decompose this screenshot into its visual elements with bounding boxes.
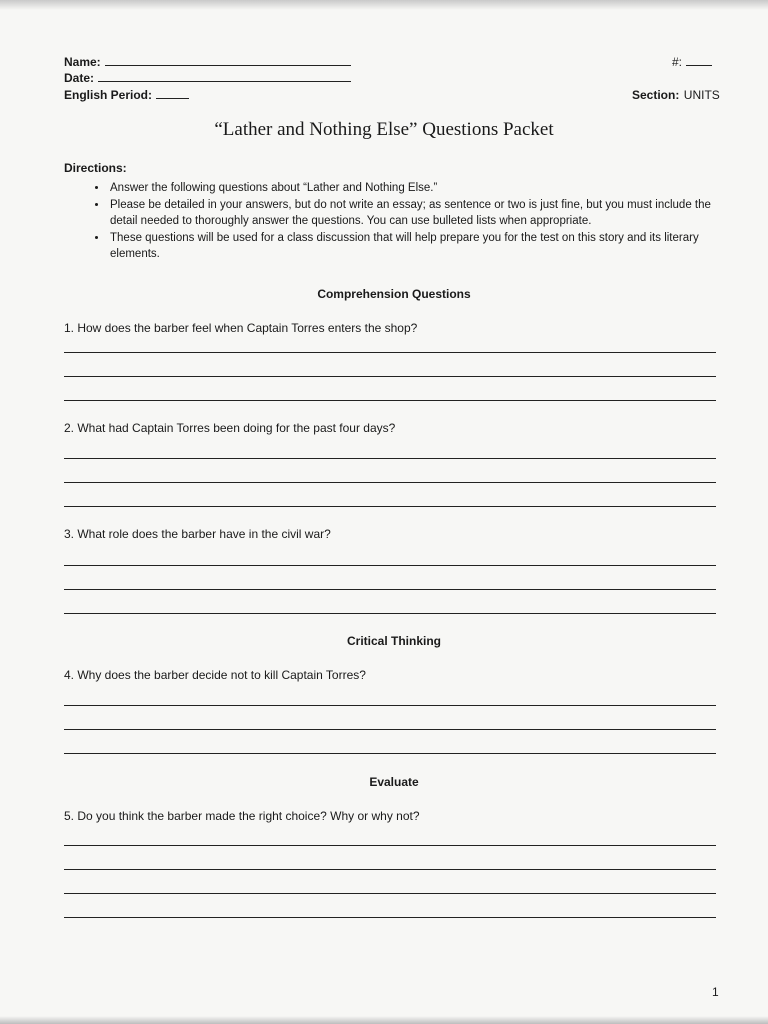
question-3: 3. What role does the barber have in the civil war?	[64, 527, 331, 541]
section-field	[632, 86, 720, 104]
answer-line[interactable]	[64, 869, 716, 870]
number-label: #:	[672, 55, 683, 69]
direction-item: • These questions will be used for a class discussion that will help prepare you for the test on this story and its literary elements.	[108, 230, 724, 262]
question-2: 2. What had Captain Torres been doing for the past four days?	[64, 421, 396, 435]
answer-line[interactable]	[64, 458, 716, 459]
section-label: Section:	[632, 88, 680, 102]
date-field	[64, 69, 351, 87]
number-field	[672, 53, 712, 71]
answer-line[interactable]	[64, 613, 716, 614]
answer-line[interactable]	[64, 482, 716, 483]
direction-item: • Answer the following questions about “Lather and Nothing Else.”	[108, 180, 724, 196]
section-heading-comprehension: Comprehension Questions	[317, 287, 471, 301]
period-blank[interactable]	[156, 98, 189, 99]
date-blank[interactable]	[98, 81, 351, 82]
name-blank[interactable]	[105, 65, 351, 66]
section-heading-critical: Critical Thinking	[346, 634, 441, 648]
answer-line[interactable]	[64, 705, 716, 706]
answer-line[interactable]	[64, 400, 716, 401]
directions-list	[64, 180, 724, 263]
period-field	[64, 86, 189, 104]
question-5: 5. Do you think the barber made the right choice? Why or why not?	[64, 809, 420, 823]
section-heading-evaluate: Evaluate	[369, 775, 419, 789]
answer-line[interactable]	[64, 845, 716, 846]
name-label: Name:	[64, 55, 101, 69]
question-4: 4. Why does the barber decide not to kill Captain Torres?	[64, 668, 366, 682]
answer-line[interactable]	[64, 352, 716, 353]
period-label: English Period:	[64, 88, 153, 102]
answer-line[interactable]	[64, 729, 716, 730]
answer-line[interactable]	[64, 376, 716, 377]
page-title: “Lather and Nothing Else” Questions Packet	[214, 119, 554, 140]
answer-line[interactable]	[64, 589, 716, 590]
section-value: UNITS	[683, 88, 720, 102]
number-blank[interactable]	[686, 65, 712, 66]
scan-shadow-bottom	[0, 1016, 768, 1024]
scan-shadow-top	[0, 0, 768, 10]
date-label: Date:	[64, 71, 95, 85]
direction-item: • Please be detailed in your answers, but do not write an essay; as sentence or two is just fine, but you must include the detail needed to thoroughly answer the questions. You can use bulleted lists when appropriate.	[108, 197, 724, 229]
page-number: 1	[712, 985, 719, 999]
answer-line[interactable]	[64, 753, 716, 754]
directions-label: Directions:	[64, 161, 127, 175]
answer-line[interactable]	[64, 565, 716, 566]
answer-line[interactable]	[64, 506, 716, 507]
answer-line[interactable]	[64, 893, 716, 894]
answer-line[interactable]	[64, 917, 716, 918]
question-1: 1. How does the barber feel when Captain Torres enters the shop?	[64, 321, 418, 335]
